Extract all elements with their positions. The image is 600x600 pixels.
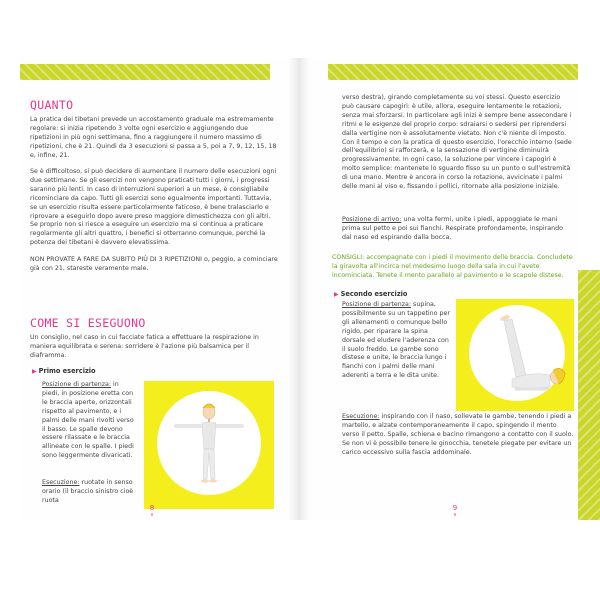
triangle-bullet-icon: ▶ xyxy=(32,368,37,375)
subheading-primo-label: Primo esercizio xyxy=(38,367,96,375)
right-page xyxy=(310,58,578,520)
paragraph-quanto-1: La pratica dei tibetani prevede un accostamento graduale ma estremamente regolare: si inizia ripetendo 3 volte ogni esercizio e aggiungendo due ripetizioni in più ogni settimana, fino a raggiungere il numero massimo di ripetizioni, che è 21. Quindi da 3 esecuzioni si passa a 5, poi a 7, 9, 12, 15, 18 e, infine, 21. xyxy=(30,116,277,159)
subheading-secondo-esercizio xyxy=(334,290,407,298)
subheading-primo-esercizio xyxy=(32,367,96,375)
secondo-esecuzione xyxy=(342,413,574,458)
illustration-lying-figure xyxy=(456,299,574,411)
esecuzione-text: ruotate in senso orario (il braccio sinistro cioè ruota xyxy=(42,479,134,504)
paragraph-consiglio: Un consiglio, nel caso in cui facciate fatica a effettuare la respirazione in maniera equilibrata e serena: sorridere è l'azione più balsamica per il diaframma. xyxy=(30,334,259,359)
posizione-text: supina, possibilmente su un tappetino per gli allenamenti o comunque bello rigido, per riparare la spina dorsale ed eludere l'aderenza con il suolo freddo. Le gambe sono distese e unite, le braccia lungo i fianchi con i palmi delle mani aderenti a terra e le dita unite. xyxy=(342,301,450,380)
esecuzione-text: inspirando con il naso, sollevate le gambe, tenendo i piedi a martello, e alzate contemporaneamente il capo, spingendo il mento verso il petto. Spalle, schiena e bacino rimangono a contatto con il suolo. Se non vi è possibile tenere le ginocchia, tenetele piegate per evitare un carico eccessivo sulla fascia addominale. xyxy=(342,413,574,456)
posizione-text: in piedi, in posizione eretta con le braccia aperte, orizzontali rispetto al pavimento, e i palmi delle mani rivolti verso il basso. Le spalle devono essere rilassate e le braccia allineate con le spalle. I piedi sono leggermente divaricati. xyxy=(42,381,134,460)
arrivo-label: Posizione di arrivo: xyxy=(342,216,402,223)
illustration-standing-figure xyxy=(144,381,274,509)
page-number-right xyxy=(445,504,465,518)
top-decorative-band xyxy=(328,64,578,80)
posizione-label: Posizione di partenza: xyxy=(342,301,412,308)
paragraph-warning: NON PROVATE A FARE DA SUBITO PIÙ DI 3 RIPETIZIONI o, peggio, a cominciare già con 21, stareste veramente male. xyxy=(30,256,278,272)
page-ornament-icon: ∨ xyxy=(453,512,457,518)
top-decorative-band xyxy=(20,64,270,80)
heading-quanto: QUANTO xyxy=(30,98,74,112)
side-decorative-band xyxy=(577,270,600,520)
page-number-right-value: 9 xyxy=(452,504,458,512)
triangle-bullet-icon: ▶ xyxy=(334,291,339,298)
esecuzione-label: Esecuzione: xyxy=(342,413,380,420)
posizione-label: Posizione di partenza: xyxy=(42,381,112,388)
esecuzione-label: Esecuzione: xyxy=(42,479,80,486)
arrivo-text: una volta fermi, unite i piedi, appoggiate le mani prima sul petto e poi sui fianchi. Respirate profondamente, inspirando dal naso ed espirando dalla bocca. xyxy=(342,216,563,241)
secondo-posizione-partenza xyxy=(342,301,450,381)
lying-woman-legs-raised-icon xyxy=(456,299,574,411)
heading-come-si-eseguono: COME SI ESEGUONO xyxy=(30,316,146,330)
page-ornament-icon: ∨ xyxy=(150,512,154,518)
book-gutter xyxy=(288,58,310,520)
paragraph-quanto-2: Se è difficoltoso, si può decidere di aumentare il numero delle esecuzioni ogni due settimane. Se gli esercizi non vengono praticati tutti i giorni, i progressi saranno più lenti. In caso di interruzioni superiori a un mese, è consigliabile ricominciare da capo. Tutti gli esercizi sono egualmente importanti. Tuttavia, se un esercizio risulta essere particolarmente faticoso, è bene tralasciarlo e riprovare a eseguirlo dopo avere preso maggiore dimestichezza con gli altri. Se proprio non si riesce a eseguire un esercizio ma si continua a praticare regolarmente gli altri quattro, i benefici si otterranno comunque, perché la potenza dei tibetani è davvero elevatissima. xyxy=(30,168,277,247)
page-number-left xyxy=(142,504,162,518)
page-number-left-value: 8 xyxy=(149,504,155,512)
paragraph-rotazione: verso destra), girando completamente su voi stessi. Questo esercizio può causare capogiri: è utile, allora, eseguire lentamente le rotazioni, senza mai sforzarsi. In particolare agli inizi è sempre bene assecondare i ritmi e le esigenze del proprio corpo: sdraiarsi o sedersi per riprendersi dalla vertigine non è assolutamente vietato. Non c'è niente di imposto. Con il tempo e con la pratica di questo esercizio, l'orecchio interno (sede dell'equilibrio) si rafforzerà, e la sensazione di vertigine diminuirà progressivamente. In ogni caso, la soluzione per vincere i capogiri è molto semplice: mantenete lo sguardo fisso su un punto o sull'estremità di una mano. Mentre è ancora in corso la rotazione, avvicinate i palmi delle mani al viso e, fissando i pollici, ritornate alla posizione iniziale. xyxy=(342,94,572,191)
primo-posizione-partenza xyxy=(42,381,138,461)
primo-esecuzione xyxy=(42,479,138,506)
left-page xyxy=(20,58,288,520)
posizione-arrivo xyxy=(342,216,574,243)
subheading-secondo-label: Secondo esercizio xyxy=(340,290,408,298)
paragraph-consigli: CONSIGLI: accompagnate con i piedi il movimento delle braccia. Concludete la giravolta all'incirca nel medesimo luogo della sala in cui l'avete incominciata. Tenete il mento parallelo al pavimento e le scapole distese. xyxy=(332,254,573,279)
standing-woman-arms-open-icon xyxy=(144,381,274,509)
